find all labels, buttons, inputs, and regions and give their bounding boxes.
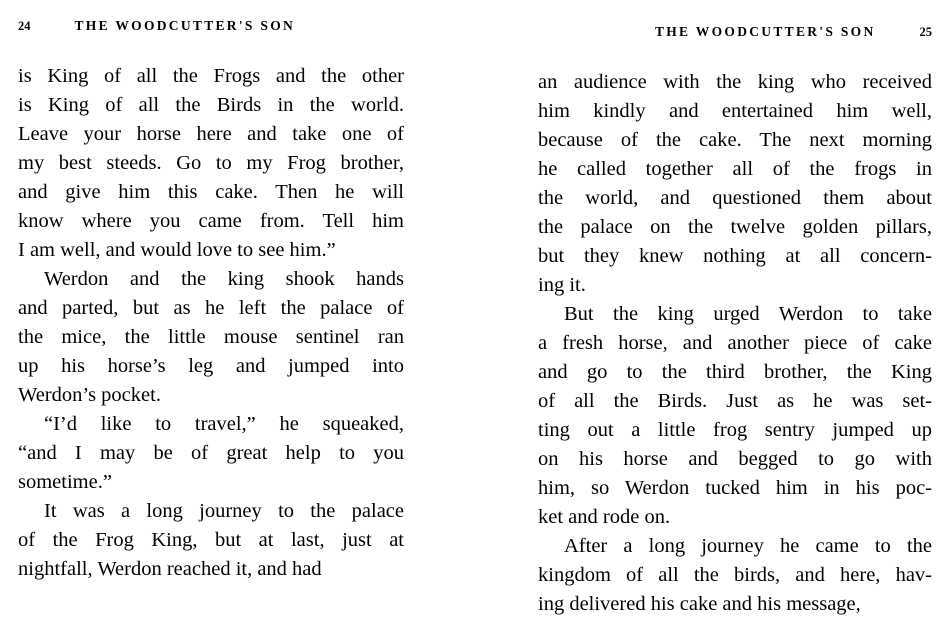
text-line: ing it. [538,274,586,296]
paragraph [18,497,404,584]
text-line: ket and rode on. [538,506,671,528]
text-line: and parted, but as he left the palace of [18,297,404,319]
text-line: him kindly and entertained him well, [538,100,932,122]
text-line: Werdon and the king shook hands [44,268,404,290]
body-column-left [18,62,404,584]
paragraph [538,68,932,300]
text-line: of all the Birds. Just as he was set- [538,390,932,412]
text-line: know where you came from. Tell him [18,210,404,232]
folio-right: 25 [919,25,932,39]
running-head-right [538,0,932,68]
text-line: him, so Werdon tucked him in his poc- [538,477,932,499]
text-line: nightfall, Werdon reached it, and had [18,558,322,580]
text-line: he called together all of the frogs in [538,158,932,180]
text-line: up his horse’s leg and jumped into [18,355,404,377]
paragraph [18,410,404,497]
running-head-left [18,0,404,62]
text-line: and go to the third brother, the King [538,361,932,383]
text-line: an audience with the king who received [538,71,932,93]
text-line: the world, and questioned them about [538,187,932,209]
text-line: “and I may be of great help to you [18,442,404,464]
page-right [472,0,944,615]
paragraph [538,532,932,619]
text-line: “I’d like to travel,” he squeaked, [44,413,404,435]
body-column-right [538,68,932,619]
text-line: ting out a little frog sentry jumped up [538,419,932,441]
text-line: of the Frog King, but at last, just at [18,529,404,551]
text-line: is King of all the Frogs and the other [18,65,404,87]
text-line: the palace on the twelve golden pillars, [538,216,932,238]
running-head-title-left: THE WOODCUTTER'S SON [74,18,296,33]
text-line: is King of all the Birds in the world. [18,94,404,116]
text-line: After a long journey he came to the [564,535,932,557]
text-line: Leave your horse here and take one of [18,123,404,145]
text-line: I am well, and would love to see him.” [18,239,336,261]
folio-left: 24 [18,19,31,33]
text-line: ing delivered his cake and his message, [538,593,861,615]
running-head-title-right: THE WOODCUTTER'S SON [654,24,876,39]
text-line: on his horse and begged to go with [538,448,932,470]
text-line: It was a long journey to the palace [44,500,404,522]
paragraph [538,300,932,532]
paragraph [18,265,404,410]
page-left [0,0,472,580]
text-line: my best steeds. Go to my Frog brother, [18,152,404,174]
paragraph [18,62,404,265]
text-line: a fresh horse, and another piece of cake [538,332,932,354]
text-line: sometime.” [18,471,112,493]
text-line: But the king urged Werdon to take [564,303,932,325]
text-line: kingdom of all the birds, and here, hav- [538,564,932,586]
text-line: but they knew nothing at all concern- [538,245,932,267]
text-line: Werdon’s pocket. [18,384,161,406]
text-line: because of the cake. The next morning [538,129,932,151]
text-line: the mice, the little mouse sentinel ran [18,326,404,348]
text-line: and give him this cake. Then he will [18,181,404,203]
